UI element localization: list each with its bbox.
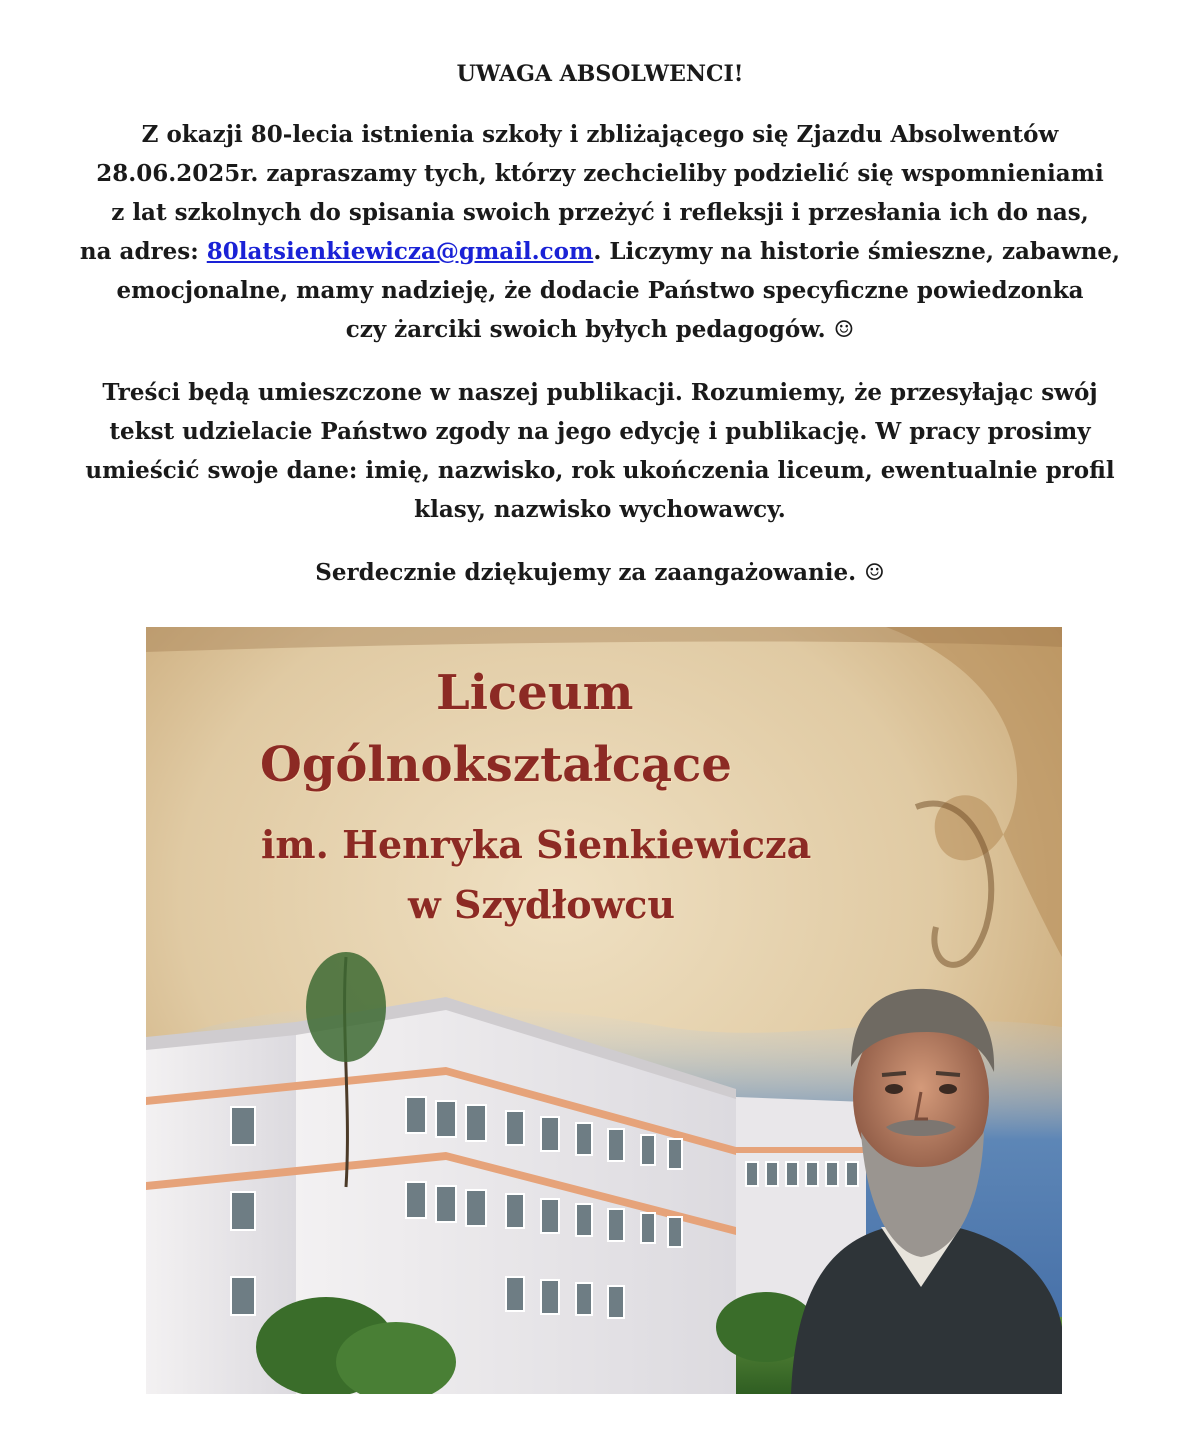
invitation-paragraph bbox=[40, 115, 1160, 349]
paragraph-line: tekst udzielacie Państwo zgody na jego edycję i publikację. W pracy prosimy bbox=[109, 418, 1091, 445]
paragraph-line: emocjonalne, mamy nadzieję, że dodacie Państwo specyficzne powiedzonka bbox=[116, 277, 1084, 304]
cover-title-line: w Szydłowcu bbox=[408, 882, 676, 927]
paragraph-line: 28.06.2025r. zapraszamy tych, którzy zechcieliby podzielić się wspomnieniami bbox=[96, 160, 1104, 187]
paragraph-line: Treści będą umieszczone w naszej publikacji. Rozumiemy, że przesyłając swój bbox=[102, 379, 1098, 406]
paragraph-line: umieścić swoje dane: imię, nazwisko, rok ukończenia liceum, ewentualnie profil bbox=[85, 457, 1115, 484]
announcement-heading: UWAGA ABSOLWENCI! bbox=[456, 61, 744, 87]
paragraph-line: z lat szkolnych do spisania swoich przeżyć i refleksji i przesłania ich do nas, bbox=[111, 199, 1089, 226]
publication-paragraph bbox=[40, 373, 1160, 529]
address-suffix: . Liczymy na historie śmieszne, zabawne, bbox=[593, 238, 1121, 265]
email-link[interactable]: 80latsienkiewicza@gmail.com bbox=[206, 238, 594, 265]
cover-title-line: Ogólnokształcące bbox=[260, 737, 732, 793]
thanks-paragraph: Serdecznie dziękujemy za zaangażowanie. ☺ bbox=[315, 559, 885, 586]
cover-title-line: Liceum bbox=[436, 665, 634, 721]
paragraph-line: klasy, nazwisko wychowawcy. bbox=[414, 496, 786, 523]
paragraph-line-address bbox=[40, 232, 1160, 271]
cover-title-line: im. Henryka Sienkiewicza bbox=[261, 822, 812, 867]
paragraph-line: Z okazji 80-lecia istnienia szkoły i zbliżającego się Zjazdu Absolwentów bbox=[141, 121, 1059, 148]
school-cover-image bbox=[146, 627, 1062, 1394]
paragraph-line: czy żarciki swoich byłych pedagogów. ☺ bbox=[345, 316, 855, 343]
address-prefix: na adres: bbox=[79, 238, 207, 265]
